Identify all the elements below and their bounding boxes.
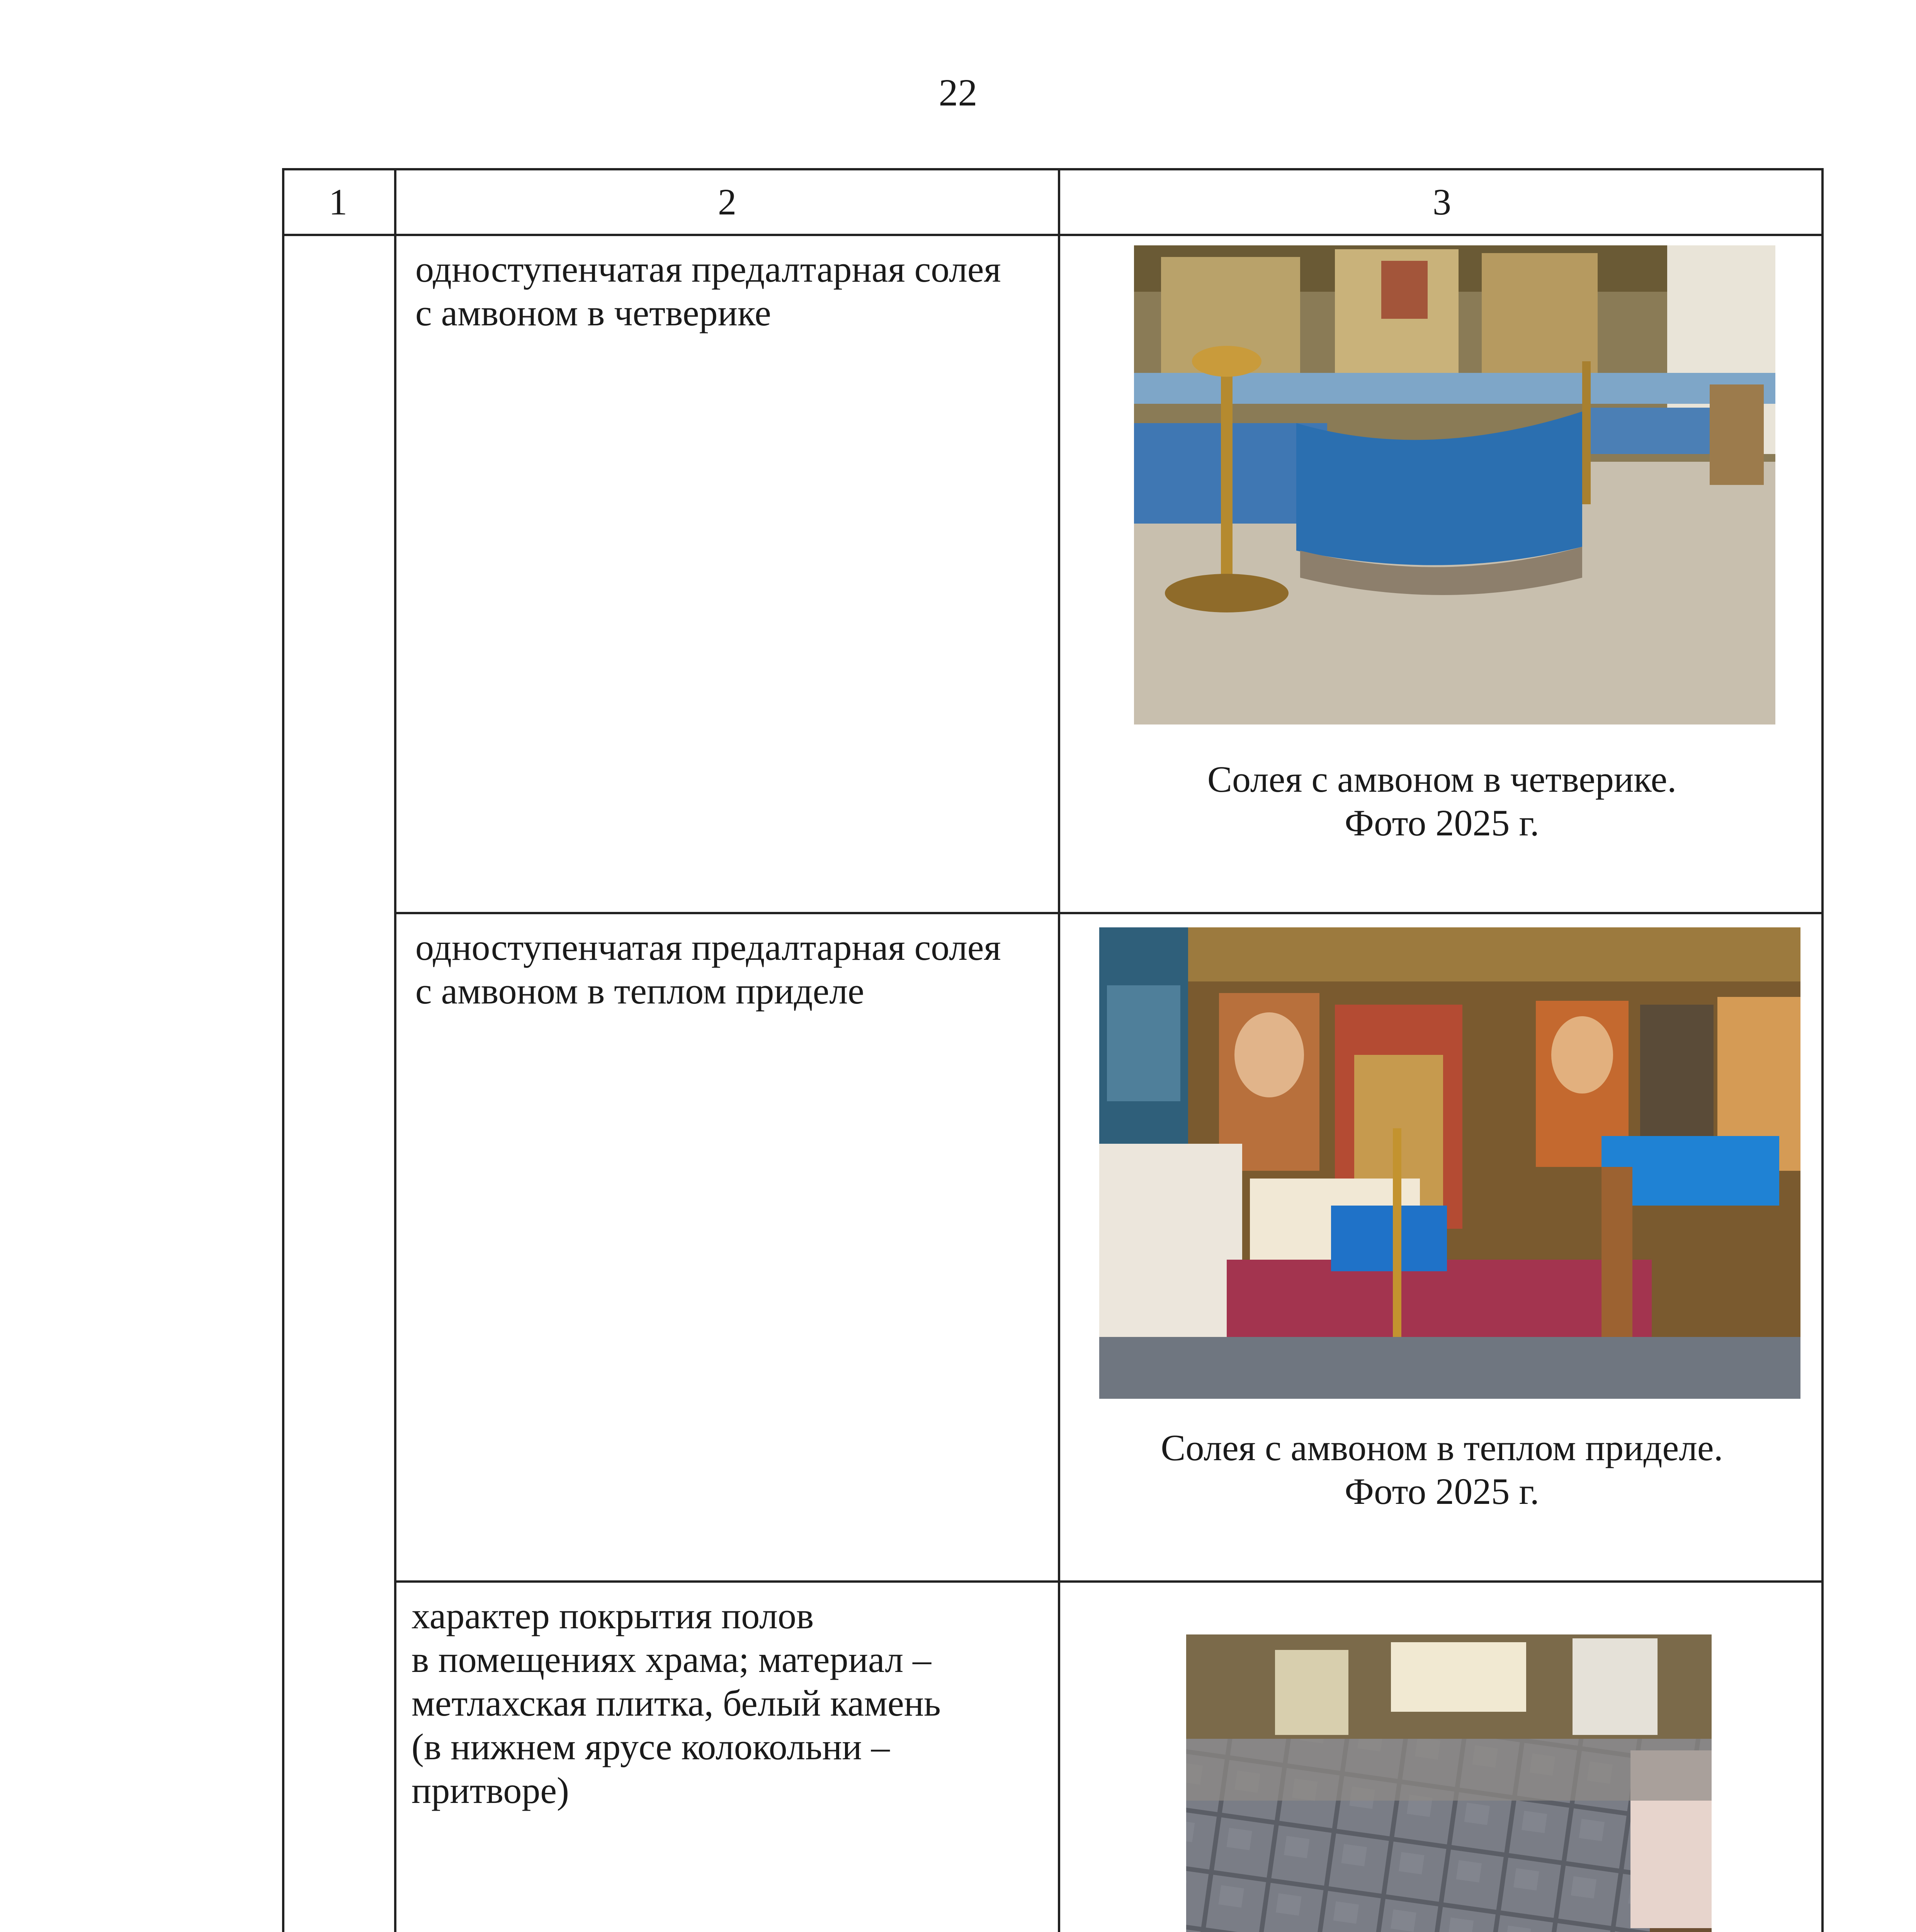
iconostasis-photo [1099, 927, 1800, 1399]
row-description: одноступенчатая предалтарная солея с амвоном в теплом приделе [415, 927, 1001, 1012]
header-divider [282, 234, 1824, 236]
document-table [282, 168, 1824, 1932]
page-number: 22 [938, 71, 978, 114]
photo-caption: Солея с амвоном в теплом приделе. Фото 2025 г. [1161, 1427, 1723, 1512]
column-divider [394, 168, 396, 1932]
row-description: характер покрытия полов в помещениях храма; материал – метлахская плитка, белый камень (в нижнем ярусе колокольни – притворе) [411, 1595, 941, 1811]
column-header-2: 2 [718, 181, 736, 223]
column-divider [1058, 168, 1060, 1932]
row-divider [394, 912, 1824, 914]
floor-tiles-photo [1186, 1634, 1712, 1932]
column-header-1: 1 [329, 181, 347, 223]
column-header-3: 3 [1433, 181, 1451, 223]
row-divider [394, 1580, 1824, 1583]
row-description: одноступенчатая предалтарная солея с амвоном в четверике [415, 248, 1001, 333]
photo-caption: Солея с амвоном в четверике. Фото 2025 г. [1207, 759, 1677, 844]
solea-with-ambo-photo [1134, 245, 1775, 724]
